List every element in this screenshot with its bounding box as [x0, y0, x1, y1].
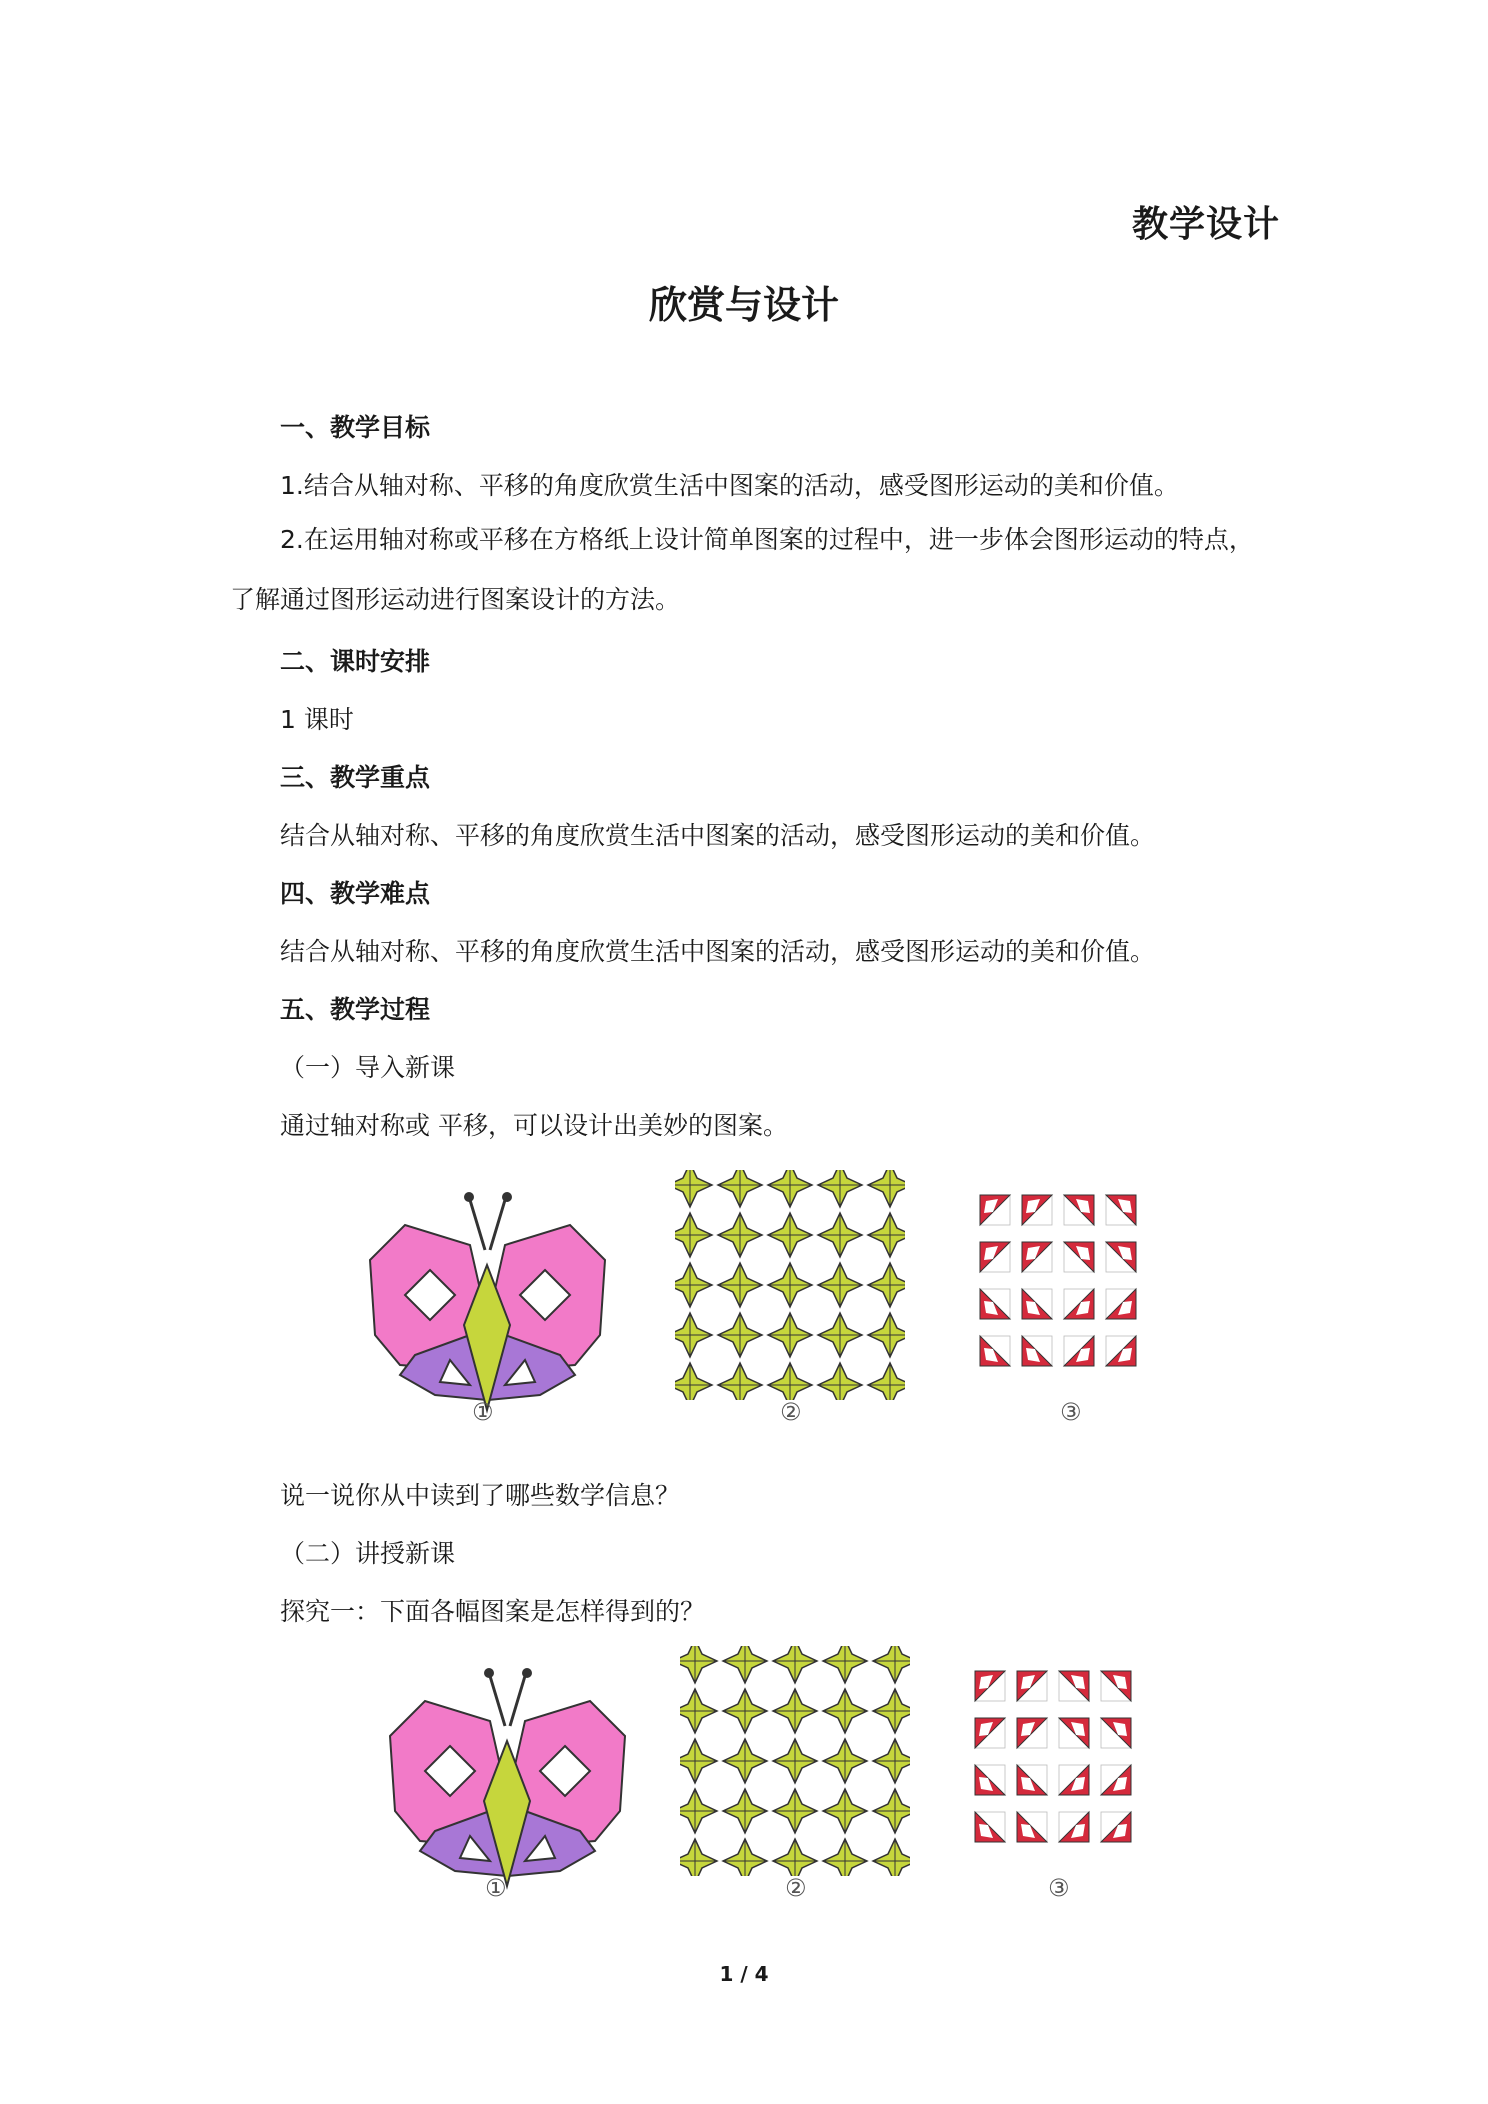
- red-tile: [1064, 1336, 1094, 1366]
- star-tile: [675, 1170, 712, 1207]
- red-tile: [1064, 1289, 1094, 1319]
- red-tile: [1017, 1718, 1047, 1748]
- star-tile-pattern-figure: [675, 1170, 905, 1400]
- star-tile: [680, 1839, 717, 1876]
- figure-row-2: [360, 1646, 1190, 1906]
- red-tile: [1101, 1671, 1131, 1701]
- figure-label-3: ③: [1048, 1874, 1070, 1902]
- figure-label-3: ③: [1060, 1398, 1082, 1426]
- red-tile: [980, 1336, 1010, 1366]
- star-tile: [873, 1646, 910, 1683]
- objective-2: 2.在运用轴对称或平移在方格纸上设计简单图案的过程中，进一步体会图形运动的特点，了解通过图形运动进行图案设计的方法。: [230, 525, 1254, 614]
- schedule-text: 1 课时: [280, 705, 354, 734]
- red-tile: [1017, 1765, 1047, 1795]
- figure-label-1: ①: [485, 1874, 507, 1902]
- figure-label-2: ②: [785, 1874, 807, 1902]
- red-tile: [1017, 1671, 1047, 1701]
- red-tile: [980, 1289, 1010, 1319]
- star-tile: [868, 1170, 905, 1207]
- red-tile: [1106, 1195, 1136, 1225]
- red-tile: [1106, 1242, 1136, 1272]
- red-tile: [1059, 1765, 1089, 1795]
- document-title: 欣赏与设计: [648, 283, 839, 327]
- red-tile: [1022, 1195, 1052, 1225]
- red-tile: [980, 1242, 1010, 1272]
- red-tile: [1106, 1336, 1136, 1366]
- explore-one-text: 探究一：下面各幅图案是怎样得到的？: [280, 1597, 706, 1626]
- red-tile: [1101, 1812, 1131, 1842]
- red-tile: [1022, 1242, 1052, 1272]
- section-heading-difficulties: 四、教学难点: [280, 879, 431, 908]
- red-tile: [1059, 1671, 1089, 1701]
- star-tile: [868, 1363, 905, 1400]
- key-points-text: 结合从轴对称、平移的角度欣赏生活中图案的活动，感受图形运动的美和价值。: [280, 821, 1156, 850]
- red-tile: [1064, 1195, 1094, 1225]
- red-tile: [1106, 1289, 1136, 1319]
- section-heading-objectives: 一、教学目标: [280, 413, 431, 442]
- difficulties-text: 结合从轴对称、平移的角度欣赏生活中图案的活动，感受图形运动的美和价值。: [280, 937, 1156, 966]
- red-tile: [975, 1812, 1005, 1842]
- section-heading-schedule: 二、课时安排: [280, 647, 431, 676]
- page-number: 1 / 4: [719, 1962, 769, 1986]
- red-tile: [1022, 1336, 1052, 1366]
- figure-row-1: [360, 1170, 1190, 1430]
- section-heading-process: 五、教学过程: [280, 995, 431, 1024]
- section-heading-key-points: 三、教学重点: [280, 763, 431, 792]
- intro-text: 通过轴对称或 平移，可以设计出美妙的图案。: [280, 1111, 788, 1140]
- butterfly-figure: [360, 1170, 610, 1430]
- star-tile: [873, 1839, 910, 1876]
- butterfly-figure: [380, 1646, 630, 1906]
- figure-label-2: ②: [780, 1398, 802, 1426]
- red-tile: [1059, 1718, 1089, 1748]
- objective-1: 1.结合从轴对称、平移的角度欣赏生活中图案的活动，感受图形运动的美和价值。: [280, 471, 1179, 500]
- document-type-label: 教学设计: [1131, 204, 1280, 245]
- red-tile: [1101, 1718, 1131, 1748]
- red-tile: [1101, 1765, 1131, 1795]
- red-tile: [1059, 1812, 1089, 1842]
- red-tile: [1022, 1289, 1052, 1319]
- star-tile: [680, 1646, 717, 1683]
- figure-label-1: ①: [472, 1398, 494, 1426]
- red-tile-pattern-figure: [975, 1190, 1145, 1390]
- red-tile: [975, 1765, 1005, 1795]
- star-tile: [675, 1363, 712, 1400]
- red-tile-pattern-figure: [970, 1666, 1140, 1866]
- red-tile: [975, 1671, 1005, 1701]
- subsection-intro: （一）导入新课: [280, 1053, 456, 1082]
- red-tile: [1064, 1242, 1094, 1272]
- question-text: 说一说你从中读到了哪些数学信息？: [280, 1481, 681, 1510]
- red-tile: [980, 1195, 1010, 1225]
- star-tile-pattern-figure: [680, 1646, 910, 1876]
- red-tile: [975, 1718, 1005, 1748]
- subsection-new-lesson: （二）讲授新课: [280, 1539, 456, 1568]
- red-tile: [1017, 1812, 1047, 1842]
